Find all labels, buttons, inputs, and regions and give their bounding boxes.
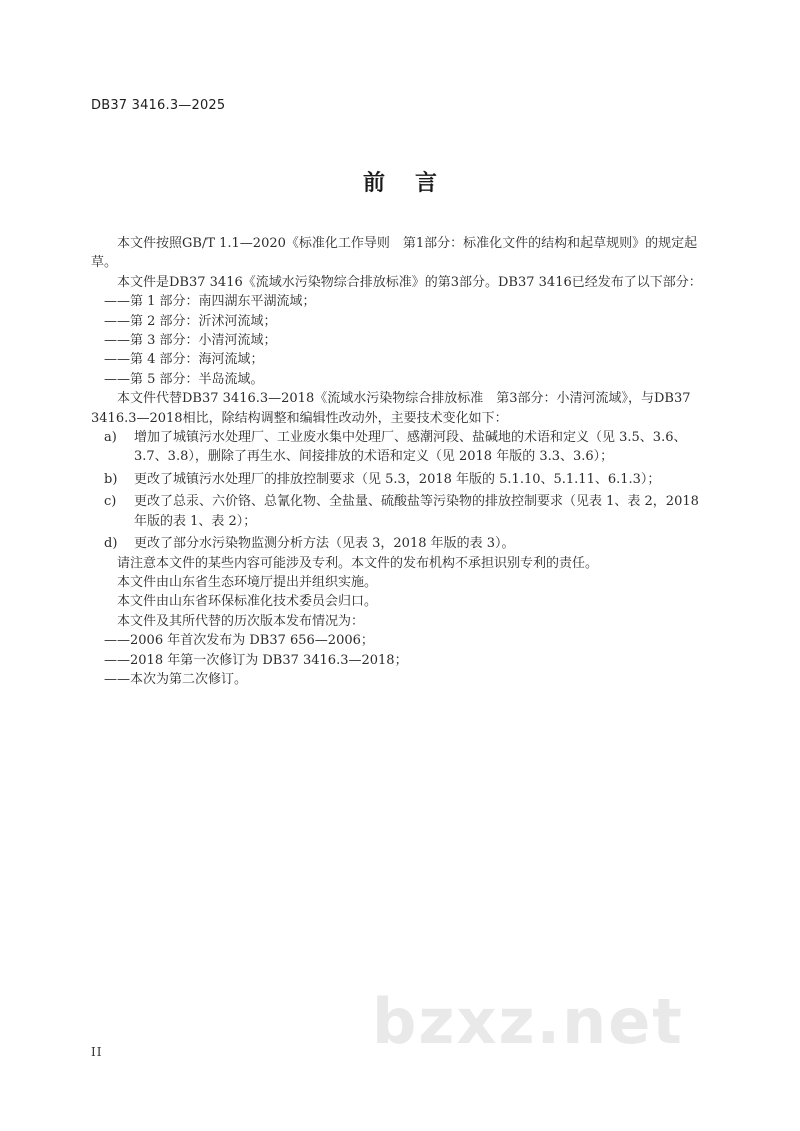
change-item-text: 更改了城镇污水处理厂的排放控制要求（见 5.3，2018 年版的 5.1.10、5.1.11、6.1.3）；	[134, 471, 661, 487]
list-item: ——本次为第二次修订。	[104, 671, 248, 687]
watermark: bzxz.net	[372, 985, 684, 1058]
paragraph-patent-notice: 请注意本文件的某些内容可能涉及专利。本文件的发布机构不承担识别专利的责任。	[117, 555, 599, 571]
page-number: II	[91, 1045, 103, 1059]
change-item-mark: a)	[104, 430, 117, 446]
list-item: ——2006 年首次发布为 DB37 656—2006；	[104, 633, 374, 649]
change-item-text: 更改了总汞、六价铬、总氰化物、全盐量、硫酸盐等污染物的排放控制要求（见表 1、表 2，2018 年版的表 1、表 2）；	[134, 494, 699, 529]
paragraph-history-intro: 本文件及其所代替的历次版本发布情况为：	[117, 613, 365, 629]
page-title: 前言	[362, 171, 467, 196]
list-item: ——第 1 部分：南四湖东平湖流域；	[104, 294, 316, 310]
change-item	[91, 470, 713, 489]
list-item: ——第 4 部分：海河流域；	[104, 352, 264, 368]
paragraph-series-parts: 本文件是DB37 3416《流域水污染物综合排放标准》的第3部分。DB37 3416已经发布了以下部分：	[117, 274, 702, 290]
list-item: ——第 3 部分：小清河流域；	[104, 333, 277, 349]
preface-body	[91, 234, 713, 689]
paragraph-committee: 本文件由山东省环保标准化技术委员会归口。	[117, 594, 378, 610]
change-item	[91, 534, 713, 553]
paragraph-replacement: 本文件代替DB37 3416.3—2018《流域水污染物综合排放标准 第3部分：小清河流域》，与DB37 3416.3—2018相比，除结构调整和编辑性改动外，主要技术变化如下：	[91, 391, 691, 426]
change-item-mark: c)	[104, 494, 117, 510]
change-item	[91, 428, 713, 467]
paragraph-drafting-rules: 本文件按照GB/T 1.1—2020《标准化工作导则 第1部分：标准化文件的结构和起草规则》的规定起草。	[91, 236, 698, 271]
change-item-text: 更改了部分水污染物监测分析方法（见表 3，2018 年版的表 3）。	[134, 536, 515, 552]
change-item-text: 增加了城镇污水处理厂、工业废水集中处理厂、感潮河段、盐碱地的术语和定义（见 3.5、3.6、3.7、3.8），删除了再生水、间接排放的术语和定义（见 2018 年版的 3.3、3.6）；	[134, 430, 687, 465]
list-item: ——第 5 部分：半岛流域。	[104, 371, 264, 387]
list-item: ——2018 年第一次修订为 DB37 3416.3—2018；	[104, 652, 408, 668]
list-item: ——第 2 部分：沂沭河流域；	[104, 313, 277, 329]
paragraph-proposer: 本文件由山东省生态环境厅提出并组织实施。	[117, 574, 378, 590]
change-item	[91, 492, 713, 531]
change-item-mark: b)	[104, 471, 118, 487]
change-item-mark: d)	[104, 536, 118, 552]
document-code: DB37 3416.3—2025	[91, 98, 226, 113]
